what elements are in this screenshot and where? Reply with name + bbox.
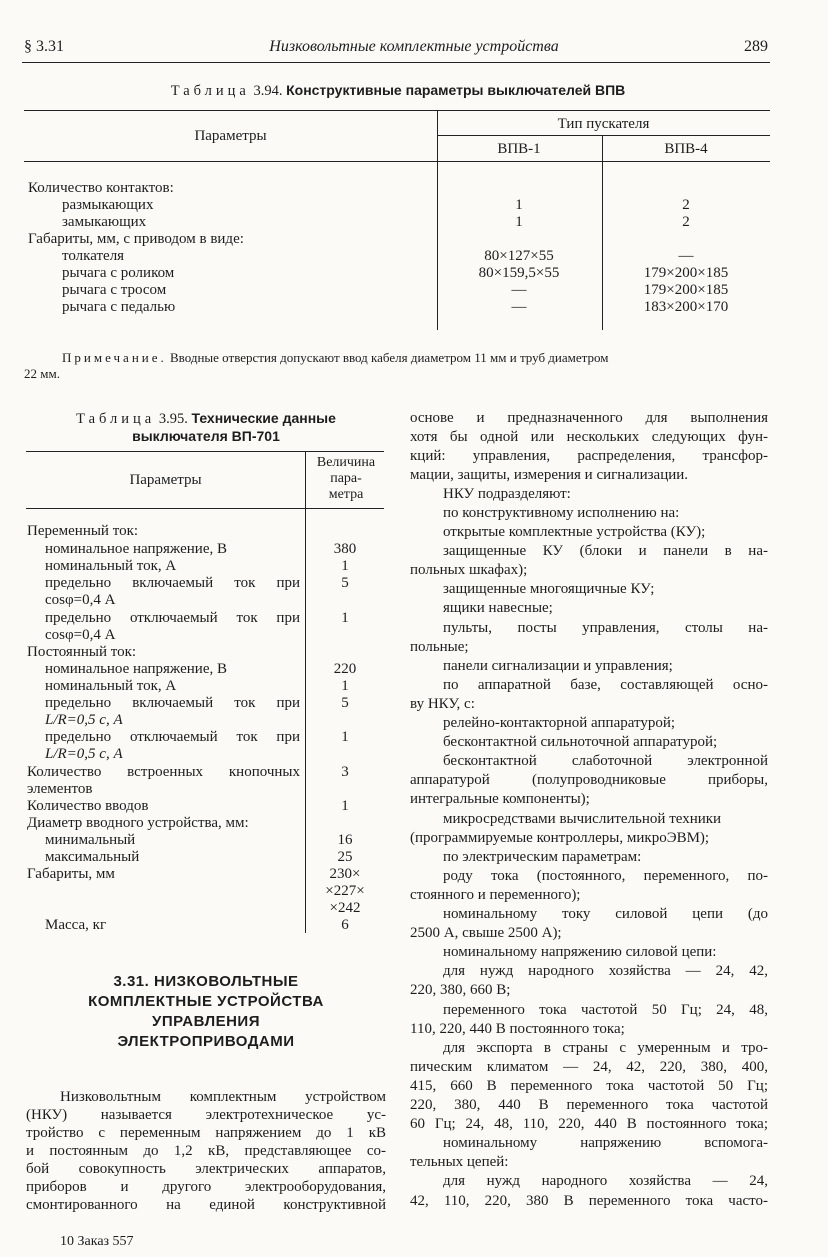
- body-line: для экспорта в страны с умеренным и тро-: [443, 1040, 768, 1056]
- table-394-row-label: рычага с тросом: [62, 282, 167, 298]
- table-394-cell: 1: [515, 197, 523, 213]
- table-394-col-params: Параметры: [194, 128, 267, 144]
- table-395-row-label: номинальный ток, А: [45, 558, 177, 574]
- table-394-note: [24, 350, 772, 382]
- section-number: § 3.31: [24, 38, 64, 55]
- body-line: микросредствами вычислительной техники: [443, 811, 722, 827]
- table-395-cell: 6: [341, 917, 349, 933]
- table-394-cell: —: [511, 299, 527, 315]
- table-395-cell: 1: [341, 558, 349, 574]
- table-395-row-label: номинальное напряжение, В: [45, 541, 227, 557]
- table-394-group-rule: [437, 135, 770, 136]
- table-394-row-label: размыкающих: [62, 197, 154, 213]
- table-395-row-label: Переменный ток:: [27, 523, 139, 539]
- table-394-head-rule: [24, 161, 770, 162]
- table-394-col-vpv4: ВПВ-4: [664, 141, 708, 157]
- table-395-row-label: номинальный ток, А: [45, 678, 177, 694]
- body-line: роду тока (постоянного, переменного, по-: [443, 868, 768, 884]
- table-394-cell: 2: [682, 197, 690, 213]
- table-395-row-label: Габариты, мм: [27, 866, 115, 882]
- table-394-caption-title: Конструктивные параметры выключателей ВПВ: [286, 82, 626, 98]
- table-395-cell: 230×: [329, 866, 361, 882]
- table-395-col-value: [306, 455, 386, 503]
- body-line: открытые комплектные устройства (КУ);: [443, 524, 706, 540]
- section-heading-line: ЭЛЕКТРОПРИВОДАМИ: [117, 1033, 295, 1050]
- table-394-row-label: толкателя: [62, 248, 125, 264]
- body-line: переменного тока частотой 50 Гц; 24, 48,: [443, 1002, 768, 1018]
- body-line: 110, 220, 440 В постоянного тока;: [410, 1021, 625, 1037]
- table-395-cell: 1: [341, 798, 349, 814]
- table-395-caption: [26, 410, 386, 445]
- table-394-cell: —: [511, 282, 527, 298]
- body-line: 2500 А, свыше 2500 А);: [410, 925, 562, 941]
- table-395-caption-title: Технические данные: [191, 410, 336, 426]
- table-394-row-label: Количество контактов:: [28, 180, 174, 196]
- table-395-cell: 1: [341, 610, 349, 626]
- table-395-col-params: Параметры: [129, 472, 202, 488]
- table-395-cell: 16: [337, 832, 353, 848]
- body-line: (НКУ) называется электротехническое ус-: [26, 1107, 386, 1123]
- table-394-cell: 80×159,5×55: [478, 265, 560, 281]
- body-line: основе и предназначенного для выполнения: [410, 410, 768, 426]
- body-line: по конструктивному исполнению на:: [443, 505, 680, 521]
- body-line: 42, 110, 220, 380 В переменного тока часто-: [410, 1193, 768, 1209]
- body-line: 220, 380, 440 В переменного тока частотой: [410, 1097, 768, 1113]
- body-line: пульты, посты управления, столы на-: [443, 620, 768, 636]
- table-395-row-label: номинальное напряжение, В: [45, 661, 227, 677]
- body-line: защищенные многоящичные КУ;: [443, 581, 655, 597]
- body-line: защищенные КУ (блоки и панели в на-: [443, 543, 768, 559]
- col-value-line: метра: [328, 487, 364, 502]
- table-395-cell: 25: [337, 849, 353, 865]
- table-395-row-label: предельно включаемый ток при: [45, 695, 300, 711]
- table-395-row-label: предельно отключаемый ток при: [45, 610, 300, 626]
- body-line: пическим климатом — 24, 42, 220, 380, 400,: [410, 1059, 768, 1075]
- table-395-row-label: минимальный: [45, 832, 136, 848]
- header-rule: [22, 62, 770, 63]
- body-line: релейно-контакторной аппаратурой;: [443, 715, 676, 731]
- table-395-top-rule: [26, 451, 384, 452]
- body-line: и постоянным до 1,2 кВ, представляющее со-: [26, 1143, 386, 1159]
- section-heading: [26, 972, 386, 1052]
- body-line: номинальному току силовой цепи (до: [443, 906, 768, 922]
- table-395-cell: 1: [341, 729, 349, 745]
- table-394-top-rule: [24, 110, 770, 111]
- table-395-cell: ×227×: [325, 883, 365, 899]
- table-394-cell: 183×200×170: [643, 299, 729, 315]
- table-395-cell: 3: [341, 764, 349, 780]
- body-line: хотя бы одной или нескольких следующих фун-: [410, 429, 768, 445]
- body-line: стоянного и переменного);: [410, 887, 581, 903]
- body-line: панели сигнализации и управления;: [443, 658, 673, 674]
- table-394-row-label: замыкающих: [62, 214, 147, 230]
- body-line: аппаратурой (полупроводниковые приборы,: [410, 772, 768, 788]
- table-394-cell: 80×127×55: [484, 248, 554, 264]
- body-line: мации, защиты, измерения и сигнализации.: [410, 467, 689, 483]
- table-394-caption-number: 3.94.: [249, 83, 287, 99]
- body-line: номинальному напряжению силовой цепи:: [443, 944, 717, 960]
- section-heading-line: УПРАВЛЕНИЯ: [151, 1013, 260, 1030]
- table-395-row-label: L/R=0,5 с, А: [45, 746, 123, 762]
- table-395-row-label: Количество встроенных кнопочных: [27, 764, 300, 780]
- running-title: Низковольтные комплектные устройства: [269, 38, 559, 55]
- body-line: интегральные компоненты);: [410, 791, 590, 807]
- note-text: Вводные отверстия допускают ввод кабеля диаметром 11 мм и труб диаметром: [166, 350, 609, 365]
- table-394-caption: [24, 82, 772, 101]
- body-line: польные;: [410, 639, 469, 655]
- table-394-caption-prefix: Таблица: [170, 83, 250, 99]
- body-line: кций: управления, распределения, трансфор-: [410, 448, 768, 464]
- col-value-line: Величина: [316, 455, 376, 470]
- col-value-line: пара-: [330, 471, 362, 486]
- body-line: для нужд народного хозяйства — 24, 42,: [443, 963, 768, 979]
- section-heading-line: КОМПЛЕКТНЫЕ УСТРОЙСТВА: [88, 993, 324, 1010]
- table-395-cell: 380: [333, 541, 357, 557]
- table-395-row-label: Диаметр вводного устройства, мм:: [27, 815, 249, 831]
- table-395-cell: 5: [341, 575, 349, 591]
- body-line: 220, 380, 660 В;: [410, 982, 511, 998]
- table-395-row-label: максимальный: [45, 849, 140, 865]
- table-394-cell: 179×200×185: [643, 282, 729, 298]
- table-394-col-group: Тип пускателя: [557, 116, 650, 132]
- body-line: по электрическим параметрам:: [443, 849, 642, 865]
- body-line: 415, 660 В переменного тока частотой 50 Гц;: [410, 1078, 768, 1094]
- table-395-row-label: cosφ=0,4 А: [45, 592, 116, 608]
- signature-footer: 10 Заказ 557: [60, 1234, 134, 1249]
- body-line: бесконтактной слаботочной электронной: [443, 753, 768, 769]
- table-395-row-label: cosφ=0,4 А: [45, 627, 116, 643]
- body-line: ву НКУ, с:: [410, 696, 475, 712]
- table-394-cell: 179×200×185: [643, 265, 729, 281]
- table-395-cell: ×242: [329, 900, 361, 916]
- body-line: номинальному напряжению вспомога-: [443, 1135, 768, 1151]
- table-394-row-label: рычага с педалью: [62, 299, 176, 315]
- table-395-caption-prefix: Таблица: [76, 411, 156, 427]
- table-395-row-label: элементов: [27, 781, 93, 797]
- table-394-row-label: рычага с роликом: [62, 265, 175, 281]
- body-line: для нужд народного хозяйства — 24,: [443, 1173, 768, 1189]
- table-395-row-label: предельно отключаемый ток при: [45, 729, 300, 745]
- table-395-head-rule: [26, 508, 384, 509]
- body-line: Низковольтным комплектным устройством: [60, 1089, 386, 1105]
- table-395-row-label: L/R=0,5 с, А: [45, 712, 123, 728]
- body-line: приборов и другого электрооборудования,: [26, 1179, 386, 1195]
- table-394-cell: —: [678, 248, 694, 264]
- note-text-cont: 22 мм.: [24, 366, 60, 381]
- body-line: 60 Гц; 24, 48, 110, 220, 440 В постоянного тока;: [410, 1116, 768, 1132]
- table-395-caption-number: 3.95.: [155, 411, 192, 427]
- body-line: по аппаратной базе, составляющей осно-: [443, 677, 768, 693]
- body-line: (программируемые контроллеры, микроЭВМ);: [410, 830, 710, 846]
- body-line: НКУ подразделяют:: [443, 486, 571, 502]
- table-395-cell: 220: [333, 661, 357, 677]
- table-395-row-label: предельно включаемый ток при: [45, 575, 300, 591]
- body-line: смонтированного на единой конструктивной: [26, 1197, 386, 1213]
- table-395-row-label: Постоянный ток:: [27, 644, 137, 660]
- section-heading-line: 3.31. НИЗКОВОЛЬТНЫЕ: [113, 973, 299, 990]
- table-394-col-vpv1: ВПВ-1: [497, 141, 541, 157]
- table-395-row-label: Количество вводов: [27, 798, 149, 814]
- body-line: бой совокупность электрических аппаратов,: [26, 1161, 386, 1177]
- table-394-cell: 2: [682, 214, 690, 230]
- table-395-row-label: Масса, кг: [45, 917, 107, 933]
- body-line: тройство с переменным напряжением до 1 кВ: [26, 1125, 386, 1141]
- body-line: бесконтактной сильноточной аппаратурой;: [443, 734, 718, 750]
- page-number: 289: [744, 38, 768, 55]
- body-line: ящики навесные;: [443, 600, 553, 616]
- table-395-caption-title-2: выключателя ВП-701: [132, 428, 280, 444]
- table-394-cell: 1: [515, 214, 523, 230]
- note-label: Примечание.: [62, 350, 167, 365]
- table-394-row-label: Габариты, мм, с приводом в виде:: [28, 231, 244, 247]
- table-395-cell: 1: [341, 678, 349, 694]
- table-395-cell: 5: [341, 695, 349, 711]
- body-line: польных шкафах);: [410, 562, 528, 578]
- body-line: тельных цепей:: [410, 1154, 509, 1170]
